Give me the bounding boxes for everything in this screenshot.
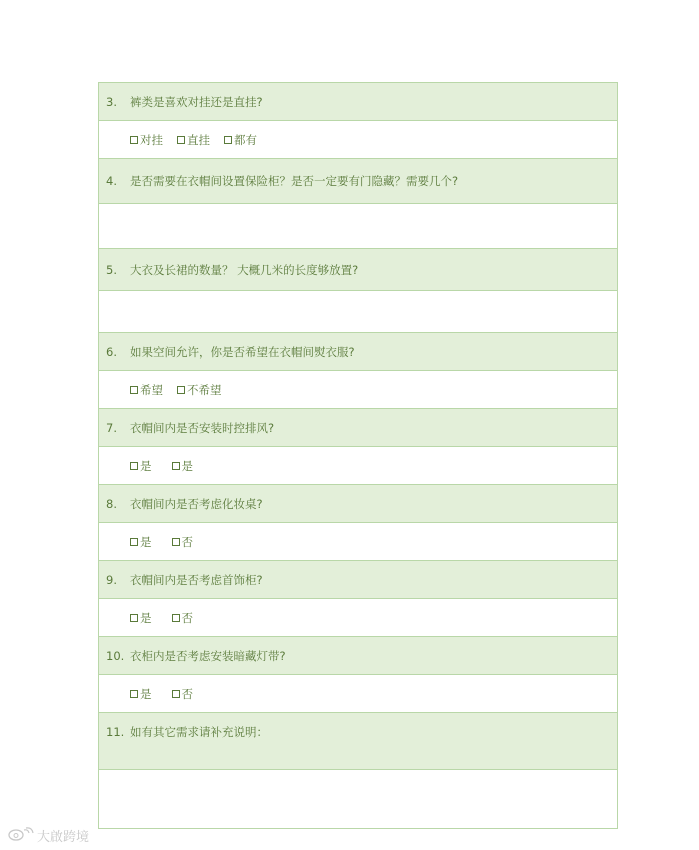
question-row	[99, 485, 617, 523]
option-label: 否	[181, 686, 193, 701]
option-label: 是	[140, 534, 152, 549]
question-text: 衣帽间内是否考虑化妆桌?	[130, 496, 263, 511]
question-text: 如果空间允许，你是否希望在衣帽间熨衣服?	[130, 344, 355, 359]
question-number: 6.	[106, 344, 117, 359]
checkbox-icon	[177, 136, 185, 144]
question-text: 衣柜内是否考虑安装暗藏灯带?	[130, 648, 286, 663]
question-text: 衣帽间内是否安装时控排风?	[130, 420, 275, 435]
question-number: 7.	[106, 420, 117, 435]
question-text: 如有其它需求请补充说明：	[130, 725, 268, 739]
option-checkbox[interactable]	[172, 459, 194, 473]
question-row	[99, 159, 617, 204]
answer-row	[99, 121, 617, 159]
answer-row	[99, 599, 617, 637]
question-number: 4.	[106, 174, 117, 188]
answer-row	[99, 371, 617, 409]
option-checkbox[interactable]	[177, 383, 222, 397]
option-label: 直挂	[187, 132, 210, 147]
answer-field[interactable]	[99, 770, 617, 828]
option-checkbox[interactable]	[172, 687, 194, 701]
question-number: 5.	[106, 262, 117, 277]
checkbox-icon	[130, 462, 138, 470]
option-checkbox[interactable]	[177, 133, 210, 147]
question-text: 裤类是喜欢对挂还是直挂?	[130, 94, 263, 109]
option-label: 希望	[140, 382, 163, 397]
answer-field[interactable]	[99, 204, 617, 249]
option-checkbox[interactable]	[130, 459, 152, 473]
option-checkbox[interactable]	[224, 133, 257, 147]
option-label: 是	[181, 458, 193, 473]
answer-row	[99, 675, 617, 713]
option-checkbox[interactable]	[130, 535, 152, 549]
option-checkbox[interactable]	[130, 611, 152, 625]
checkbox-icon	[130, 386, 138, 394]
checkbox-icon	[130, 690, 138, 698]
question-number: 8.	[106, 496, 117, 511]
checkbox-icon	[177, 386, 185, 394]
question-number: 10.	[106, 648, 125, 663]
option-checkbox[interactable]	[130, 383, 163, 397]
checkbox-icon	[130, 614, 138, 622]
checkbox-icon	[130, 136, 138, 144]
questionnaire-table	[98, 82, 618, 829]
checkbox-icon	[224, 136, 232, 144]
option-label: 都有	[234, 132, 257, 147]
question-row	[99, 333, 617, 371]
option-label: 否	[181, 610, 193, 625]
answer-row	[99, 523, 617, 561]
checkbox-icon	[172, 462, 180, 470]
question-row	[99, 637, 617, 675]
question-text: 大衣及长裙的数量？ 大概几米的长度够放置?	[130, 262, 359, 277]
option-checkbox[interactable]	[172, 611, 194, 625]
question-number: 9.	[106, 572, 117, 587]
option-checkbox[interactable]	[172, 535, 194, 549]
option-checkbox[interactable]	[130, 133, 163, 147]
option-label: 是	[140, 610, 152, 625]
question-number: 11.	[106, 725, 125, 739]
option-label: 对挂	[140, 132, 163, 147]
option-label: 是	[140, 686, 152, 701]
option-label: 否	[181, 534, 193, 549]
question-text: 是否需要在衣帽间设置保险柜？是否一定要有门隐藏？需要几个?	[130, 174, 459, 188]
question-row	[99, 561, 617, 599]
checkbox-icon	[172, 538, 180, 546]
question-row	[99, 249, 617, 291]
weibo-logo-icon	[8, 827, 34, 844]
question-row	[99, 83, 617, 121]
checkbox-icon	[172, 614, 180, 622]
question-number: 3.	[106, 94, 117, 109]
answer-field[interactable]	[99, 291, 617, 333]
watermark	[8, 826, 89, 845]
checkbox-icon	[130, 538, 138, 546]
checkbox-icon	[172, 690, 180, 698]
option-checkbox[interactable]	[130, 687, 152, 701]
option-label: 不希望	[187, 382, 222, 397]
question-text: 衣帽间内是否考虑首饰柜?	[130, 572, 263, 587]
question-row	[99, 713, 617, 770]
option-label: 是	[140, 458, 152, 473]
question-row	[99, 409, 617, 447]
watermark-text: 大啟跨境	[37, 830, 90, 845]
answer-row	[99, 447, 617, 485]
